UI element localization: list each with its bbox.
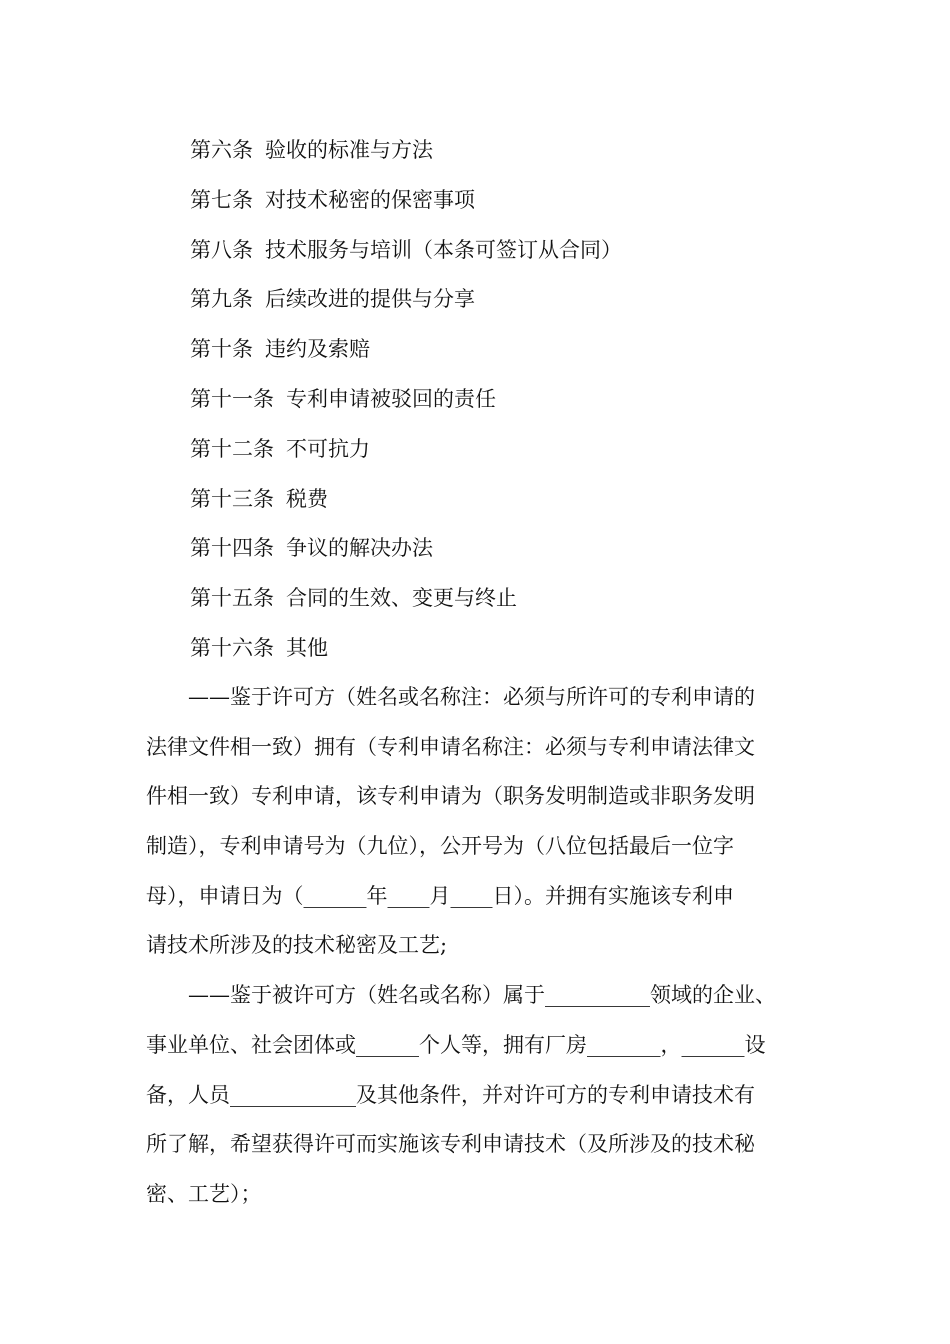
article-item (190, 628, 622, 678)
article-title: 验收的标准与方法 (265, 138, 433, 162)
article-title: 对技术秘密的保密事项 (265, 187, 475, 212)
article-number: 第九条 (190, 287, 253, 312)
text-line: 母），申请日为（______年____月____日）。并拥有实施该专利申 (146, 883, 734, 908)
article-title: 合同的生效、变更与终止 (286, 586, 517, 611)
text-line: ——鉴于许可方（姓名或名称注：必须与所许可的专利申请的 (146, 685, 755, 709)
recital-paragraphs (146, 677, 776, 1224)
article-item (190, 329, 622, 379)
text-line: ——鉴于被许可方（姓名或名称）属于__________领域的企业、 (146, 983, 776, 1008)
article-item (190, 279, 622, 329)
article-title: 不可抗力 (286, 436, 370, 461)
article-number: 第八条 (190, 237, 253, 262)
text-line: 件相一致）专利申请，该专利申请为（职务发明制造或非职务发明 (146, 784, 755, 809)
article-item (190, 429, 622, 479)
article-item (190, 230, 622, 280)
text-line: 法律文件相一致）拥有（专利申请名称注：必须与专利申请法律文 (146, 734, 755, 759)
article-list (190, 130, 622, 678)
article-item (190, 528, 622, 578)
text-line: 制造），专利申请号为（九位），公开号为（八位包括最后一位字 (146, 834, 734, 859)
text-line: 密、工艺）； (146, 1181, 262, 1206)
article-number: 第十五条 (190, 586, 274, 611)
article-item (190, 379, 622, 429)
article-item (190, 130, 622, 180)
text-line: 事业单位、社会团体或______个人等，拥有厂房_______，______设 (146, 1032, 766, 1057)
article-number: 第十一条 (190, 386, 274, 411)
article-title: 违约及索赔 (265, 337, 370, 362)
article-title: 技术服务与培训（本条可签订从合同） (265, 237, 622, 262)
article-item (190, 578, 622, 628)
article-number: 第七条 (190, 187, 253, 212)
article-title: 其他 (286, 635, 328, 660)
text-line: 备，人员____________及其他条件，并对许可方的专利申请技术有 (146, 1082, 755, 1107)
article-number: 第十三条 (190, 486, 274, 511)
article-title: 专利申请被驳回的责任 (286, 386, 496, 411)
article-number: 第十二条 (190, 436, 274, 461)
article-item (190, 180, 622, 230)
article-item (190, 479, 622, 529)
article-number: 第十四条 (190, 536, 274, 561)
article-title: 争议的解决办法 (286, 536, 433, 561)
text-line: 所了解，希望获得许可而实施该专利申请技术（及所涉及的技术秘 (146, 1132, 755, 1157)
article-title: 税费 (286, 486, 328, 511)
article-number: 第十六条 (190, 635, 274, 660)
text-line: 请技术所涉及的技术秘密及工艺; (146, 933, 448, 958)
article-title: 后续改进的提供与分享 (265, 287, 475, 312)
article-number: 第六条 (190, 138, 253, 162)
article-number: 第十条 (190, 337, 253, 362)
